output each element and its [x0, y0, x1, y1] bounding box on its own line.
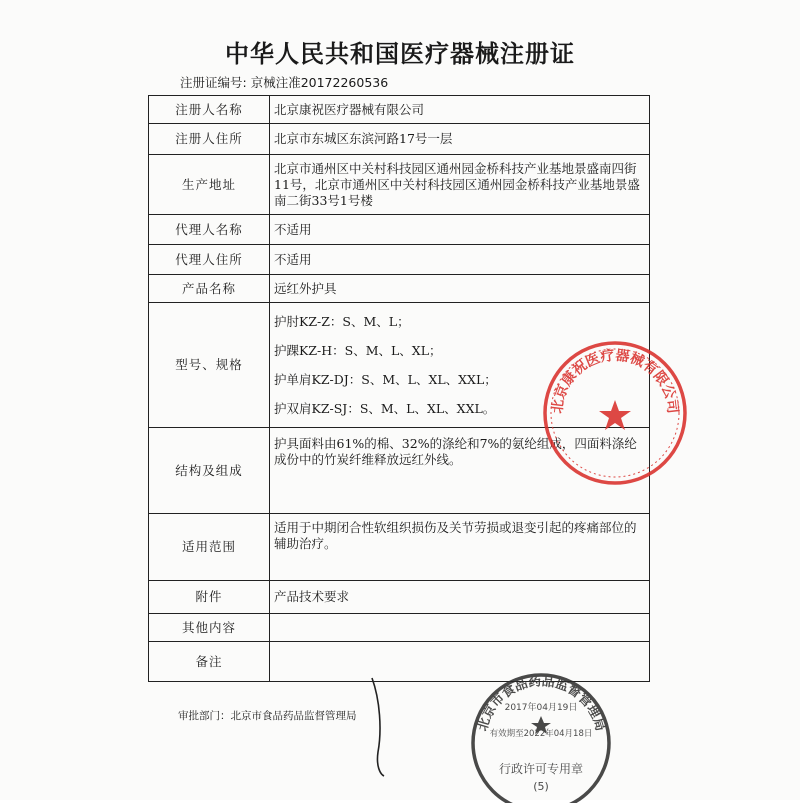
scope-value: 适用于中期闭合性软组织损伤及关节劳损或退变引起的疼痛部位的辅助治疗。 — [270, 514, 650, 581]
registrant-address-value: 北京市东城区东滨河路17号一层 — [270, 124, 650, 155]
model-line: 护肘KZ-Z：S、M、L； — [274, 314, 410, 329]
table-row — [149, 124, 650, 155]
table-row — [149, 215, 650, 245]
product-name-label: 产品名称 — [149, 275, 270, 303]
approval-date: 2017年04月19日 — [504, 703, 578, 713]
structure-value: 护具面料由61%的棉、32%的涤纶和7%的氨纶组成，四面料涤纶成份中的竹炭纤维释放远红外线。 — [270, 428, 650, 514]
models-label: 型号、规格 — [149, 303, 270, 428]
agent-name-label: 代理人名称 — [149, 215, 270, 245]
table-row — [149, 581, 650, 614]
approval-seal-icon — [455, 668, 625, 803]
table-row — [149, 155, 650, 215]
model-line: 护双肩KZ-SJ：S、M、L、XL、XXL。 — [274, 401, 496, 416]
approval-seal-bottom-text: 行政许可专用章 — [498, 762, 584, 776]
registrant-name-label: 注册人名称 — [149, 96, 270, 124]
approval-seal-text: 北京市食品药品监督管理局 — [475, 674, 608, 733]
table-row — [149, 514, 650, 581]
scope-label: 适用范围 — [149, 514, 270, 581]
production-address-label: 生产地址 — [149, 155, 270, 215]
registrant-name-value: 北京康祝医疗器械有限公司 — [270, 96, 650, 124]
table-row — [149, 96, 650, 124]
registration-number — [180, 73, 388, 91]
other-label: 其他内容 — [149, 614, 270, 642]
agent-address-label: 代理人住所 — [149, 245, 270, 275]
product-name-value: 远红外护具 — [270, 275, 650, 303]
approval-seal-number: (5) — [533, 780, 549, 793]
approval-department: 审批部门：北京市食品药品监督管理局 — [178, 710, 357, 722]
remarks-label: 备注 — [149, 642, 270, 682]
company-seal-icon — [540, 338, 690, 488]
registrant-address-label: 注册人住所 — [149, 124, 270, 155]
agent-name-value: 不适用 — [270, 215, 650, 245]
structure-label: 结构及组成 — [149, 428, 270, 514]
agent-address-value: 不适用 — [270, 245, 650, 275]
other-value — [270, 614, 650, 642]
production-address-value: 北京市通州区中关村科技园区通州园金桥科技产业基地景盛南四街11号，北京市通州区中关村科技园区通州园金桥科技产业基地景盛南二街33号1号楼 — [270, 155, 650, 215]
signature-stroke-icon — [360, 670, 400, 780]
registration-number-value: 京械注准20172260536 — [250, 75, 389, 90]
table-row — [149, 275, 650, 303]
model-line: 护踝KZ-H：S、M、L、XL； — [274, 343, 442, 358]
approval-validity: 有效期至2022年04月18日 — [489, 729, 593, 739]
attachment-label: 附件 — [149, 581, 270, 614]
company-seal-text: 北京康祝医疗器械有限公司 — [549, 347, 681, 415]
page-title: 中华人民共和国医疗器械注册证 — [225, 40, 575, 68]
model-line: 护单肩KZ-DJ：S、M、L、XL、XXL； — [274, 372, 497, 387]
table-row — [149, 614, 650, 642]
table-row — [149, 245, 650, 275]
registration-number-label: 注册证编号: — [180, 75, 247, 90]
attachment-value: 产品技术要求 — [270, 581, 650, 614]
